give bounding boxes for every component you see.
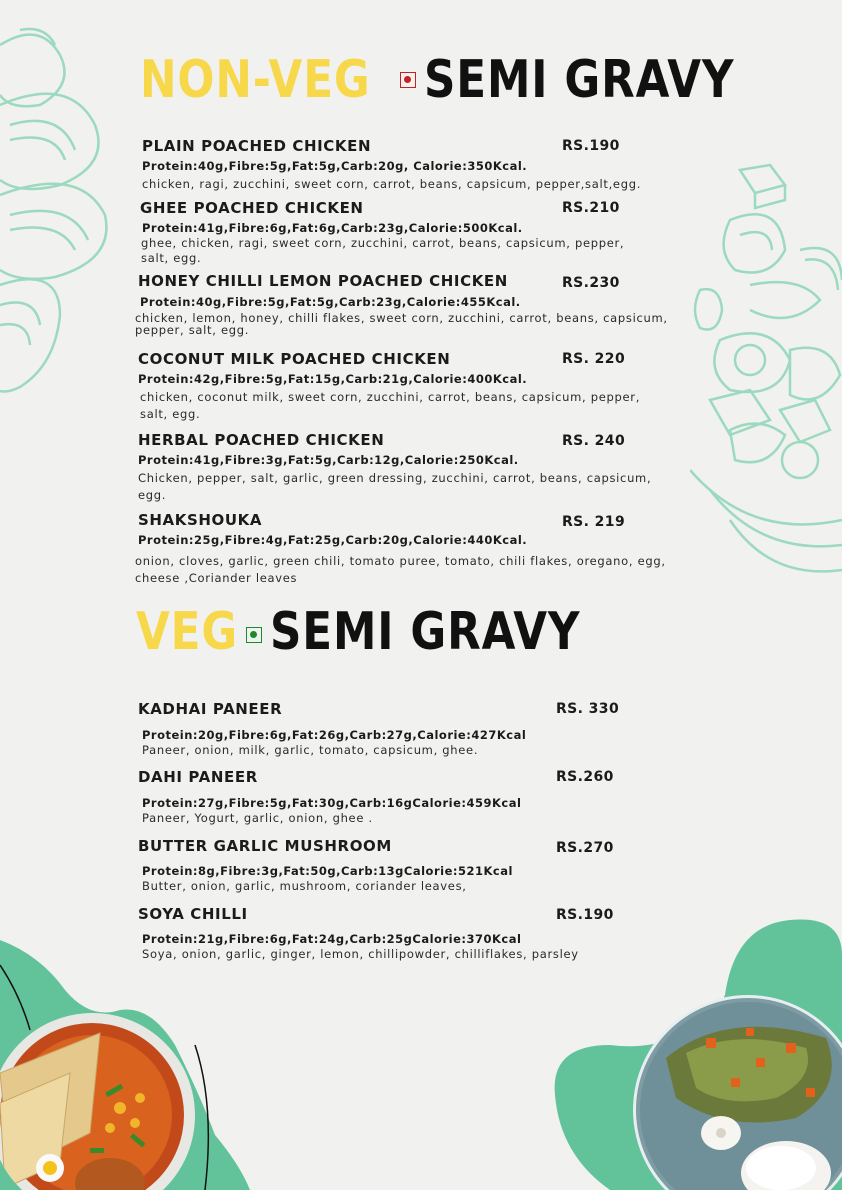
item-ingredients: chicken, ragi, zucchini, sweet corn, carrot, beans, capsicum, pepper,salt,egg. — [142, 177, 642, 191]
item-nutrition: Protein:27g,Fibre:5g,Fat:30g,Carb:16gCalorie:459Kcal — [142, 796, 522, 810]
nonveg-title: NON-VEG — [140, 50, 371, 110]
item-nutrition: Protein:21g,Fibre:6g,Fat:24g,Carb:25gCalorie:370Kcal — [142, 932, 522, 946]
item-price: RS. 219 — [562, 514, 626, 530]
item-nutrition: Protein:8g,Fibre:3g,Fat:50g,Carb:13gCalorie:521Kcal — [142, 864, 513, 878]
item-name: HERBAL POACHED CHICKEN — [138, 431, 385, 449]
mushroom-sketch-icon — [0, 15, 120, 395]
veg-title: VEG — [136, 602, 239, 662]
item-name: BUTTER GARLIC MUSHROOM — [138, 837, 392, 855]
item-nutrition: Protein:25g,Fibre:4g,Fat:25g,Carb:20g,Calorie:440Kcal. — [138, 533, 528, 547]
item-price: RS. 330 — [556, 701, 620, 717]
item-price: RS.270 — [556, 840, 614, 856]
item-name: SOYA CHILLI — [138, 905, 248, 923]
nonveg-heading — [140, 50, 794, 110]
item-price: RS.190 — [556, 907, 614, 923]
veg-heading — [136, 602, 640, 662]
item-name: GHEE POACHED CHICKEN — [140, 199, 364, 217]
item-ingredients: Chicken, pepper, salt, garlic, green dressing, zucchini, carrot, beans, capsicum, egg. — [138, 471, 652, 502]
item-nutrition: Protein:42g,Fibre:5g,Fat:15g,Carb:21g,Calorie:400Kcal. — [138, 372, 528, 386]
item-ingredients: Soya, onion, garlic, ginger, lemon, chillipowder, chilliflakes, parsley — [142, 947, 579, 961]
item-price: RS. 240 — [562, 433, 626, 449]
item-name: HONEY CHILLI LEMON POACHED CHICKEN — [138, 272, 508, 290]
item-name: KADHAI PANEER — [138, 700, 283, 718]
item-nutrition: Protein:40g,Fibre:5g,Fat:5g,Carb:20g, Calorie:350Kcal. — [142, 159, 528, 173]
item-ingredients: chicken, coconut milk, sweet corn, zucchini, carrot, beans, capsicum, pepper, salt, egg. — [140, 390, 641, 421]
item-ingredients: chicken, lemon, honey, chilli flakes, sweet corn, zucchini, carrot, beans, capsicum, pepper, salt, egg. — [135, 311, 668, 337]
veg-subtitle: SEMI GRAVY — [270, 602, 581, 662]
item-name: PLAIN POACHED CHICKEN — [142, 137, 372, 155]
item-price: RS.210 — [562, 200, 620, 216]
item-name: SHAKSHOUKA — [138, 511, 263, 529]
item-price: RS.260 — [556, 769, 614, 785]
item-price: RS. 220 — [562, 351, 626, 367]
item-ingredients: Paneer, onion, milk, garlic, tomato, capsicum, ghee. — [142, 743, 479, 757]
nonveg-mark-icon — [400, 72, 416, 88]
salad-bowl-sketch-icon — [690, 160, 842, 590]
item-ingredients: ghee, chicken, ragi, sweet corn, zucchini, carrot, beans, capsicum, pepper, salt, egg. — [141, 236, 625, 265]
item-ingredients: onion, cloves, garlic, green chili, tomato puree, tomato, chili flakes, oregano, egg, cheese ,Coriander leaves — [135, 554, 666, 585]
item-nutrition: Protein:40g,Fibre:5g,Fat:5g,Carb:23g,Calorie:455Kcal. — [140, 295, 521, 309]
item-ingredients: Paneer, Yogurt, garlic, onion, ghee . — [142, 811, 373, 825]
item-ingredients: Butter, onion, garlic, mushroom, coriander leaves, — [142, 879, 467, 893]
item-name: DAHI PANEER — [138, 768, 258, 786]
item-nutrition: Protein:20g,Fibre:6g,Fat:26g,Carb:27g,Calorie:427Kcal — [142, 728, 527, 742]
item-nutrition: Protein:41g,Fibre:3g,Fat:5g,Carb:12g,Calorie:250Kcal. — [138, 453, 519, 467]
veg-mark-icon — [246, 627, 262, 643]
item-price: RS.190 — [562, 138, 620, 154]
item-price: RS.230 — [562, 275, 620, 291]
item-name: COCONUT MILK POACHED CHICKEN — [138, 350, 451, 368]
item-nutrition: Protein:41g,Fibre:6g,Fat:6g,Carb:23g,Calorie:500Kcal. — [142, 221, 523, 235]
nonveg-subtitle: SEMI GRAVY — [424, 50, 735, 110]
